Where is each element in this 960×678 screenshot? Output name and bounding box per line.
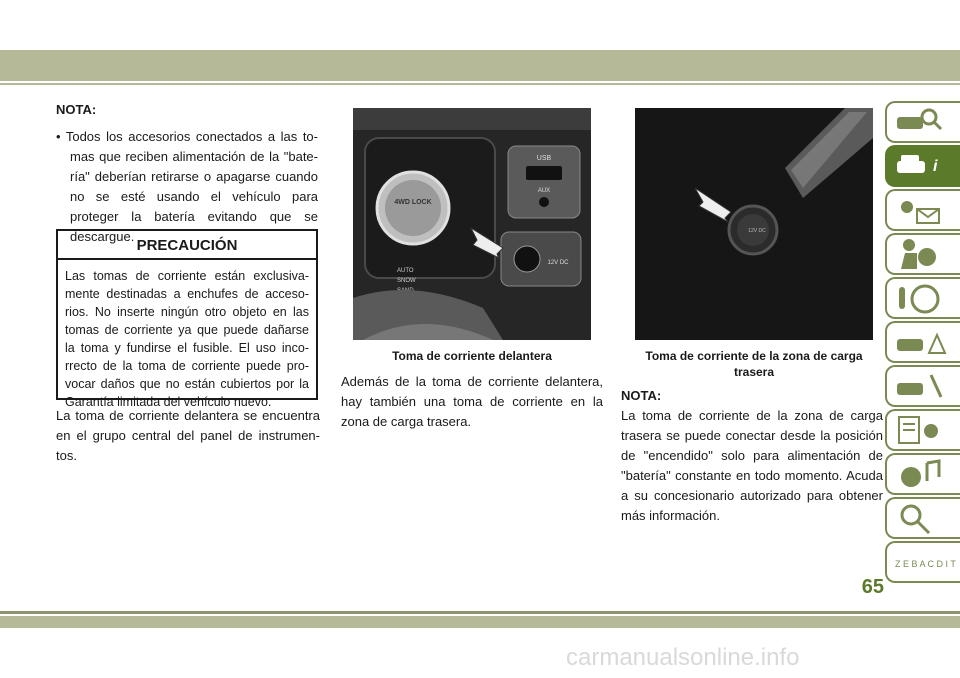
- left-paragraph-block: [56, 406, 320, 466]
- front-outlet-photo: [353, 108, 591, 340]
- rear-outlet-caption: Toma de corriente de la zona de carga trasera: [645, 349, 863, 379]
- tab-steering-wheel[interactable]: [885, 277, 960, 319]
- lock-label: 4WD LOCK: [394, 199, 432, 206]
- rear-outlet-label: 12V DC: [748, 228, 766, 234]
- tab-media-phone[interactable]: [885, 453, 960, 495]
- tab-index[interactable]: [885, 541, 960, 583]
- rear-outlet-illustration: [635, 108, 873, 340]
- right-column: [621, 386, 883, 526]
- car-search-icon: [887, 103, 947, 141]
- front-outlet-illustration: [353, 108, 591, 340]
- media-phone-icon: [887, 455, 947, 493]
- footer-band: [0, 616, 960, 628]
- tab-car-info[interactable]: [885, 145, 960, 187]
- maintenance-list-icon: [887, 411, 947, 449]
- note-label: NOTA:: [56, 102, 97, 117]
- index-letters: Z E B A C D I T: [895, 559, 956, 569]
- middle-paragraph-block: [341, 372, 603, 432]
- tab-warning-lights[interactable]: [885, 189, 960, 231]
- rear-note-label: NOTA:: [621, 388, 662, 403]
- header-rule: [0, 83, 960, 85]
- footer-rule: [0, 611, 960, 614]
- warning-lights-icon: [887, 191, 947, 229]
- search-icon: [887, 499, 947, 537]
- warning-divider: [58, 258, 316, 260]
- header-band: [0, 50, 960, 81]
- car-hazard-icon: [887, 323, 947, 361]
- svg-text:i: i: [933, 158, 938, 175]
- car-info-icon: [887, 147, 947, 185]
- rear-outlet-photo: [635, 108, 873, 340]
- rear-note-paragraph: La toma de corriente de la zona de carga trasera se puede conectar desde la posición de "encendido" solo para alimentación de "batería" constante en todo momento. Acuda a su concesionario autorizado para obtener más información.: [621, 408, 883, 523]
- watermark: carmanualsonline.info: [566, 644, 800, 671]
- aux-label: AUX: [537, 188, 551, 194]
- tab-airbag-seat[interactable]: [885, 233, 960, 275]
- warning-title: PRECAUCIÓN: [136, 237, 238, 254]
- warning-text: Las tomas de corriente están exclusiva-mente destinadas a enchufes de acceso-rios. No inserte ningún otro objeto en las tomas de corriente ya que puede dañarse la toma y fundirse el fusible. El uso inco-rrecto de la toma de corriente puede pro-vocar daños que no están cubiertos por la Garantía limitada del vehículo nuevo.: [65, 269, 309, 409]
- tab-car-hazard[interactable]: [885, 321, 960, 363]
- airbag-seat-icon: [887, 235, 947, 273]
- left-column: [56, 100, 318, 247]
- rear-outlet-intro-paragraph: Además de la toma de corriente delantera, hay también una toma de corriente en la zona de carga trasera.: [341, 374, 603, 429]
- mode-snow-label: SNOW: [397, 278, 416, 284]
- mode-auto-label: AUTO: [397, 268, 414, 274]
- steering-wheel-icon: [887, 279, 947, 317]
- front-outlet-caption: Toma de corriente delantera: [392, 349, 552, 363]
- car-service-icon: [887, 367, 947, 405]
- outlet-label: 12V DC: [547, 260, 569, 266]
- warning-box: [56, 229, 318, 409]
- front-outlet-paragraph: La toma de corriente delantera se encuentra en el grupo central del panel de instrumen-tos.: [56, 408, 320, 463]
- page-number: 65: [861, 576, 884, 598]
- note-bullet: • Todos los accesorios conectados a las to-mas que reciben alimentación de la "bate-ría" deberían retirarse o apagarse cuando no se esté usando el vehículo para proteger la batería evitando que se descargue.: [56, 129, 318, 244]
- index-letters-icon: [887, 543, 956, 581]
- usb-label: USB: [536, 155, 552, 162]
- tab-search[interactable]: [885, 497, 960, 539]
- tab-car-search[interactable]: [885, 101, 960, 143]
- tab-car-service[interactable]: [885, 365, 960, 407]
- tab-maintenance-list[interactable]: [885, 409, 960, 451]
